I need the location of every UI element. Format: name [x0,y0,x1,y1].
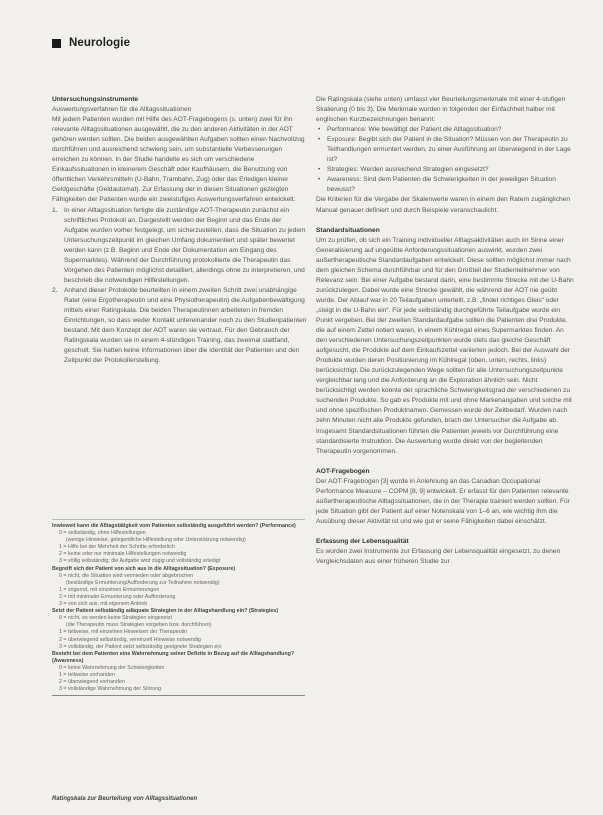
rating-option: 0 = nicht, die Situation wird vermieden oder abgebrochen [59,572,194,579]
rating-option: 2 = überwiegend selbständig, vereinzelt Hinweise notwendig [59,636,201,643]
quality-of-life-paragraph: Es wurden zwei Instrumente zur Erfassung der Lebensqualität eingesetzt, zu denen Vergleichsdaten aus einer früheren Studie zur [316,547,561,566]
list-item [52,286,307,366]
aot-questionnaire-paragraph: Der AOT-Fragebogen [3] wurde in Anlehnung an das Canadian Occupational Performance Measure – COPM [8, 9] entwickelt. Er erfasst für den Patienten relevante außertherapeutische Alltagssituationen, die in der Therapie trainiert werden sollten. Für jede Situation gibt der Patient auf einer Notenskala von 1–6 an, wie wichtig ihm die Ausübung dieser Aktivität ist und wie gut er seine Fähigkeiten dabei einschätzt. [316,477,570,525]
intro-paragraph: Mit jedem Patienten wurden mit Hilfe des AOT-Fragebogens (s. unten) zwei für ihn relevante Alltagssituationen ausgewählt, die zu den anderen Aktivitäten in der AOT gehören werden sollten. Die beiden ausgewählten Aufgaben sollten einen Nachvollzug durchführen und ausreichend schwierig sein, um substantielle Verbesserungen erreichen zu können. In der Studie handelte es sich um verschiedene Einkaufssituationen in kleinerem Geschäft oder Kaufhäusern, die Benutzung von öffentlichen Verkehrsmitteln (U-Bahn, Trambahn, Zug) oder das Erledigen kleiner Geldgeschäfte (Geldautomat). Zur Erfassung der in diesen Situationen gezeigten Fähigkeiten der Patienten wurde ein zweistufiges Auswertungsverfahren entwickelt: [52,116,305,204]
rating-question: Begreift sich der Patient von sich aus in die Alltagssituation? (Exposure) [52,565,236,572]
heading-quality-of-life: Erfassung der Lebensqualität [316,537,409,545]
rating-question: Setzt der Patient selbständig adäquate Strategien in der Alltagshandlung ein? (Strategies) [52,608,279,615]
page-header [52,37,130,49]
heading-aot-questionnaire: AOT-Fragebogen [316,467,370,475]
rating-section [52,608,305,651]
rating-option: (die Therapeutin muss Strategien vorgeben bzw. durchführen) [66,622,212,629]
bullet-item: • Exposure: Begibt sich der Patient in die Situation? Müssen von der Therapeutin zu Teilhandlungen ermuntert werden, zu einer Ausführung an überwiegend in der Lage ist? [316,135,574,165]
rating-scale-caption: Ratingskala zur Beurteilung von Alltagssituationen [52,796,198,802]
rating-intro-paragraph: Die Ratingskala (siehe unten) umfasst vier Beurteilungsmerkmale mit einer 4-stufigen Skalierung (0 bis 3). Die Merkmale wurden in folgenden der Einfachheit halber mit englischen Kurzbezeichnungen benannt: [316,96,566,124]
bullet-item: • Strategies: Werden ausreichend Strategien eingesetzt? [316,165,574,175]
rating-option: 3 = vollständig, der Patient setzt selbständig geeignete Strategien ein [59,643,222,650]
heading-standard-situations: Standardsituationen [316,226,380,234]
rating-option: 1 = teilweise, mit einzelnen Hinweisen der Therapeutin [59,629,188,636]
right-column [316,95,574,567]
rating-option: 2 = keine oder nur minimale Hilfestellungen notwendig [59,551,187,558]
rating-option: 0 = nicht, es werden keine Strategien eingesetzt [59,615,172,622]
left-column [52,95,307,366]
rating-option: 1 = teilweise vorhanden [59,671,115,678]
heading-instruments: Untersuchungsinstrumente [52,96,139,103]
section-marker-square [52,39,61,48]
rating-option: 3 = völlig selbständig; die Aufgabe wird zügig und vollständig erledigt [59,558,221,565]
list-number: 1. [52,206,58,214]
rating-option: (beständige Ermunterung/Aufforderung zur Teilnahme notwendig) [66,579,220,586]
bullet-item: • Awareness: Sind dem Patienten die Schwierigkeiten in der jeweiligen Situation bewusst? [316,175,574,195]
list-text: Anhand dieser Protokolle beurteilten in einem zweiten Schritt zwei unabhängige Rater (eine Ergotherapeutin und eine Physiotherapeutin) die Aufgabenbewältigung mittels einer Ratingskala. Die beiden Therapeutinnen arbeiteten in fremden Einrichtungen, so dass weder Kontakt untereinander noch zu den Studienpatienten bestand. Mit dem Konzept der AOT waren sie vertraut. Für den Gebrauch der Ratingskala wurden sie in einem 4-stündigen Training, das zweimal stattfand, geschult. Sie hatten keine Informationen über die Identität der Patienten und den Zeitpunkt der Protokollerstellung. [64,286,307,365]
rating-section [52,566,305,609]
page-title: Neurologie [69,37,131,49]
rating-scale-box [52,519,305,696]
rating-option: 0 = selbständig, ohne Hilfestellungen [59,530,146,537]
rating-option: 2 = überwiegend vorhanden [59,679,125,686]
rating-option: 3 = von sich aus, mit eigenem Antrieb [59,601,148,608]
rating-section [52,523,305,566]
standard-situations-paragraph: Um zu prüfen, ob sich ein Training individueller Alltagsaktivitäten auch im Sinne einer Generalisierung auf ungeübte Anforderungssituationen auswirkt, wurden zwei außertherapeutische Standardaufgaben entwickelt. Diese sollten möglichst immer nach dem gleichen Schema durchführbar und für den Großteil der Studienteilnehmer von Relevanz sein. Bei einer Aufgabe bestand darin, eine bestimmte Strecke mit der U-Bahn zurückzulegen. Dabei wurde eine Strecke gewählt, die während der AOT nie geübt wurde. Der Ablauf war in 20 Teilaufgaben unterteilt, z.B. „findet richtiges Gleis“ oder „steigt in die U-Bahn ein“. Für jede selbständig durchgeführte Teilaufgabe wurde ein Punkt vergeben. Bei der zweiten Standardaufgabe sollten die Patienten drei Produkte, die auf einem Zettel notiert waren, in einem Kühlregal eines Supermarktes finden. An den verschiedenen Untersuchungszeitpunkten wurde stets das gleiche Geschäft aufgesucht, die Produkte auf dem Einkaufszettel variierten jedoch. Bei der Auswahl der Produkte wurden deren Positionierung im Kühlregal (oben, unten, rechts, links) berücksichtigt. Die zurückzulegenden Wege sollten für alle Untersuchungszeitpunkte vergleichbar lang und die Anforderung an die Exploration ähnlich sein. Nicht berücksichtigt werden konnte der sprachliche Schwierigkeitsgrad der verschiedenen zu suchenden Produkte. So gab es Produkte mit und ohne Markenangaben und solche mit und ohne spezifischen Produktnamen. Gemessen wurde der Zeitbedarf. Wurden nach zehn Minuten nicht alle Produkte gefunden, brach der Untersucher die Aufgabe ab. Insgesamt Standardsituationen führten die Patienten jeweils vor Durchführung eine standardisierte Instruktion. Die Auswertung wurde direkt von der begleitenden Therapeutin vorgenommen. [316,236,574,455]
criteria-bullet-list [316,125,574,195]
rating-option: 3 = vollständige Wahrnehmung der Störung [59,686,162,693]
list-item [52,206,307,286]
procedure-list [52,206,307,367]
rating-question: Inwieweit kann die Alltagstätigkeit vom Patienten selbständig ausgeführt werden? (Performance) [52,523,296,529]
list-text: In einer Alltagssituation fertigte die zuständige AOT-Therapeutin zunächst ein schriftliches Protokoll an. Dargestellt werden der Beginn und das Ende der Aufgabe wurden vorher festgelegt, um sicherzustellen, dass die Situation zu jedem Untersuchungszeitpunkt im gleichen Umfang dokumentiert und später bewertet werden kann (z.B. Beginn und Ende der Dokumentation am Eingang des Supermarktes). Während der Durchführung protokollierte die Therapeutin das Vorgehen des Patienten möglichst detailliert, allerdings ohne zu interpretieren, und beschrieb die notwendigen Hilfestellungen. [64,206,306,284]
list-number: 2. [52,286,58,294]
rating-option: 2 = mit minimaler Ermunterung oder Aufforderung [59,593,176,600]
bullet-item: • Performance: Wie bewältigt der Patient die Alltagssituation? [316,125,574,135]
rating-question: Besteht bei dem Patienten eine Wahrnehmung seiner Defizite in Bezug auf die Alltagshandlung? (Awareness) [52,650,295,664]
rating-option: 1 = Hilfe bei der Mehrheit der Schritte erforderlich [59,544,175,551]
rating-option: (wenige Hinweise, gelegentliche Hilfestellung oder Unterstützung notwendig) [66,537,246,544]
rating-option: 0 = keine Wahrnehmung der Schwierigkeiten [59,664,165,671]
criteria-paragraph: Die Kriterien für die Vergabe der Skalenwerte waren in einem den Ratern zugänglichen Manual genauer definiert und durch Beispiele veranschaulicht. [316,196,571,214]
subheading-evaluation: Auswertungsverfahren für die Alltagssituationen [52,106,192,114]
rating-option: 1 = zögernd, mit einzelnen Ermunterungen [59,586,160,593]
rating-section [52,651,305,694]
